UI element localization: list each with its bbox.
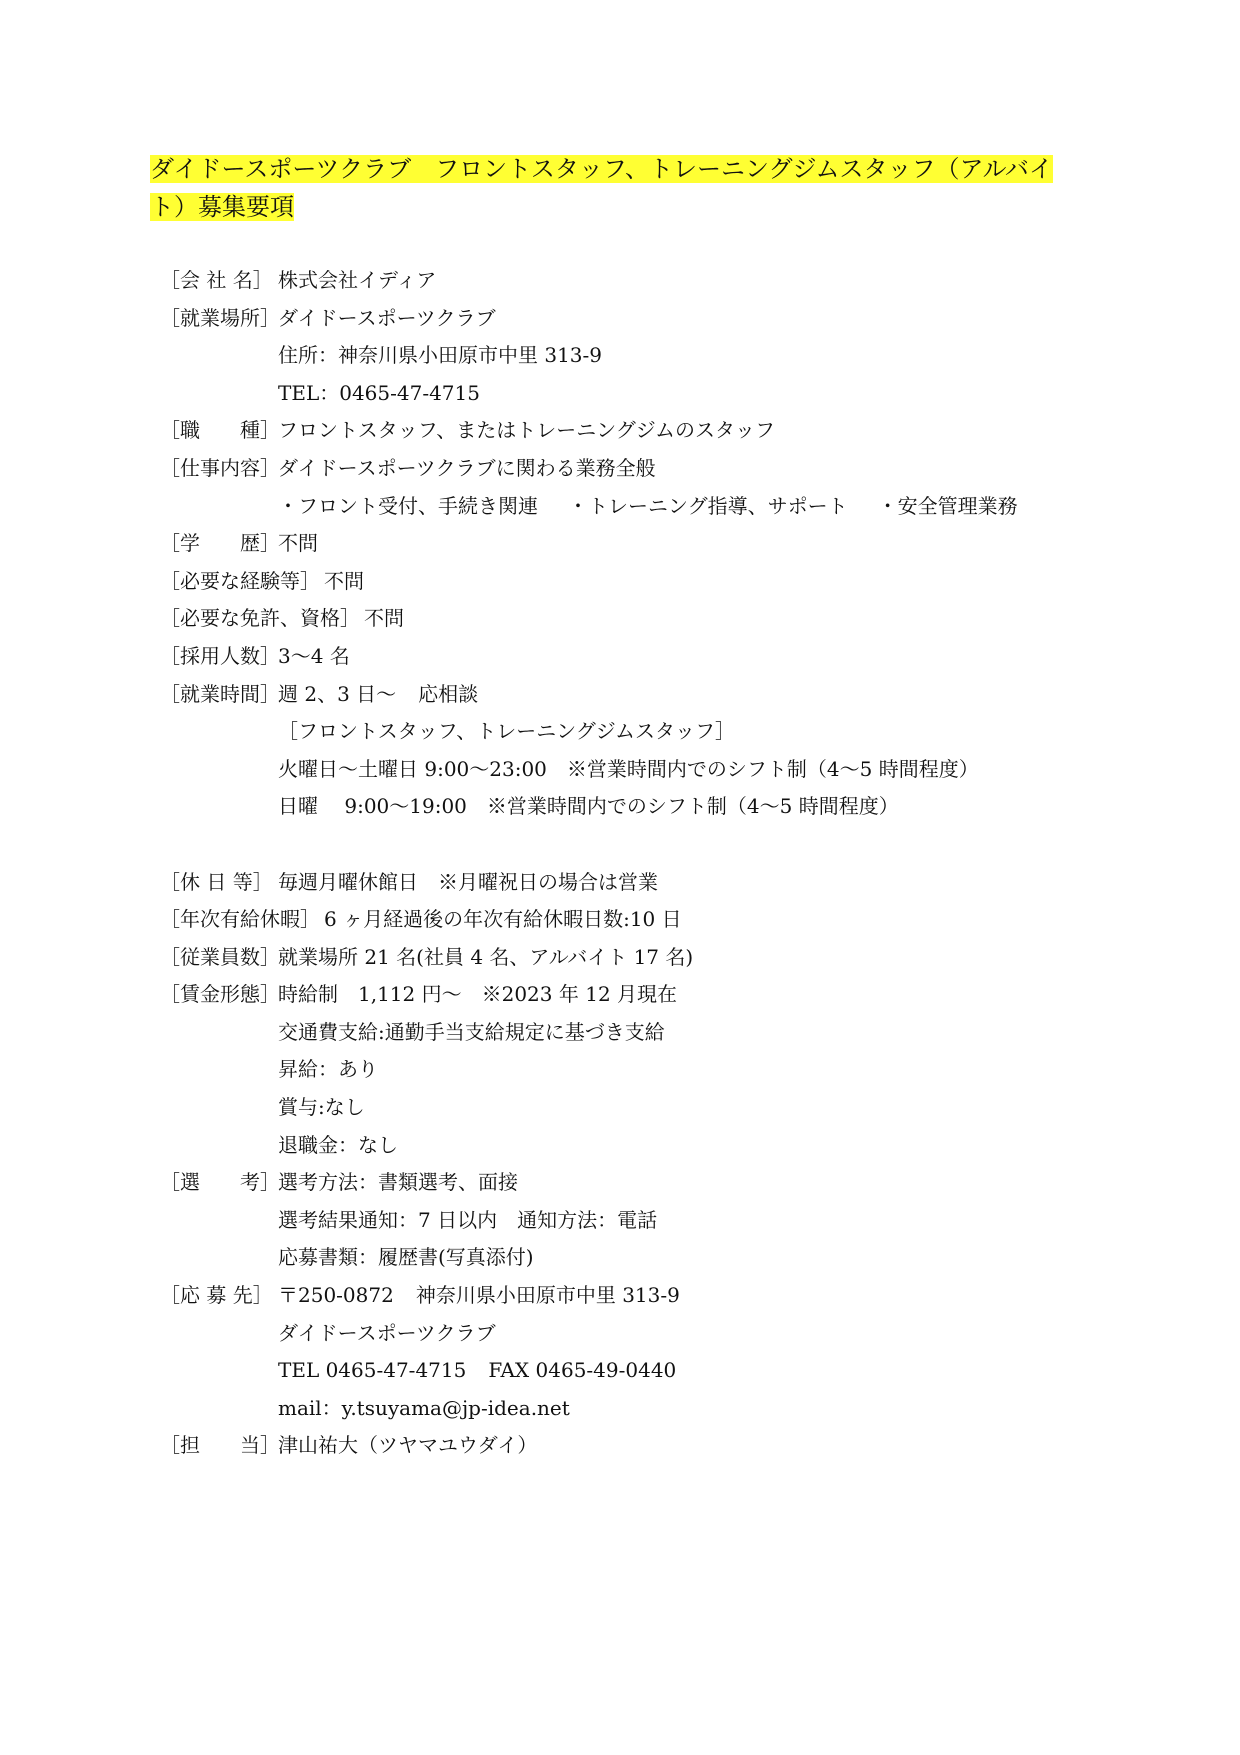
wage-transport-row: [160, 1014, 1140, 1052]
paid-leave-row: [160, 901, 1140, 939]
application-fax: FAX 0465-49-0440: [488, 1358, 677, 1383]
job-type-label: ［職 種］: [160, 418, 280, 443]
application-mail-row: [160, 1390, 1140, 1428]
contact-row: [160, 1427, 1140, 1465]
application-mail: mail：y.tsuyama@jp-idea.net: [278, 1395, 570, 1420]
selection-result: 選考結果通知：7 日以内 通知方法：電話: [278, 1207, 658, 1232]
application-phone-row: [160, 1352, 1140, 1390]
paid-leave-value: 6 ヶ月経過後の年次有給休暇日数:10 日: [324, 907, 682, 932]
experience-value: 不問: [324, 568, 364, 593]
wage-retirement-row: [160, 1127, 1140, 1165]
holidays-label: ［休 日 等］: [160, 869, 273, 894]
selection-label: ［選 考］: [160, 1170, 280, 1195]
hiring-count-row: [160, 638, 1140, 676]
employees-row: [160, 939, 1140, 977]
wage-bonus-row: [160, 1089, 1140, 1127]
wage-retirement: 退職金：なし: [278, 1132, 398, 1157]
work-positions-row: [160, 713, 1140, 751]
selection-result-row: [160, 1202, 1140, 1240]
hiring-count-label: ［採用人数］: [160, 643, 280, 668]
license-value: 不問: [364, 606, 404, 631]
workplace-row: [160, 300, 1140, 338]
job-content-row: [160, 450, 1140, 488]
wage-row: [160, 976, 1140, 1014]
license-row: [160, 600, 1140, 638]
selection-documents-row: [160, 1239, 1140, 1277]
company-value: 株式会社イディア: [278, 268, 437, 292]
education-row: [160, 525, 1140, 563]
workplace-tel: TEL：0465-47-4715: [278, 380, 480, 405]
work-hours-label: ［就業時間］: [160, 681, 280, 706]
company-row: [160, 262, 1140, 300]
duty-item: ・フロント受付、手続き関連: [278, 493, 538, 518]
employees-label: ［従業員数］: [160, 944, 280, 969]
title-line-1: ダイドースポーツクラブ フロントスタッフ、トレーニングジムスタッフ（アルバイ: [150, 155, 1053, 183]
experience-row: [160, 563, 1140, 601]
document-title: [150, 150, 1110, 226]
recruitment-details: [160, 262, 1140, 1465]
contact-value: 津山祐大（ツヤマユウダイ）: [278, 1433, 538, 1458]
application-postal: 〒250-0872: [278, 1283, 394, 1308]
holidays-value: 毎週月曜休館日 ※月曜祝日の場合は営業: [278, 869, 658, 894]
duty-item: ・トレーニング指導、サポート: [568, 493, 848, 518]
wage-raise: 昇給：あり: [278, 1057, 378, 1082]
weekday-hours-row: [160, 751, 1140, 789]
company-label: ［会 社 名］: [160, 268, 273, 292]
employees-value: 就業場所 21 名(社員 4 名、アルバイト 17 名): [278, 944, 694, 969]
work-hours-days: [278, 676, 478, 714]
wage-bonus: 賞与:なし: [278, 1095, 365, 1120]
weekday-hours: 火曜日～土曜日 9:00～23:00 ※営業時間内でのシフト制（4～5 時間程度）: [278, 756, 979, 781]
workplace-label: ［就業場所］: [160, 305, 280, 330]
selection-row: [160, 1164, 1140, 1202]
application-label: ［応 募 先］: [160, 1283, 273, 1308]
education-value: 不問: [278, 531, 318, 556]
hiring-count-value: 3～4 名: [278, 643, 350, 668]
job-type-value: フロントスタッフ、またはトレーニングジムのスタッフ: [278, 418, 775, 443]
job-duties-row: [160, 488, 1140, 526]
section-gap: [160, 826, 1140, 864]
job-type-row: [160, 412, 1140, 450]
workplace-address-row: [160, 337, 1140, 375]
wage-hourly: 時給制 1,112 円～ ※2023 年 12 月現在: [278, 982, 678, 1007]
contact-label: ［担 当］: [160, 1433, 280, 1458]
title-line-2: ト）募集要項: [150, 193, 294, 221]
application-name: ダイドースポーツクラブ: [278, 1320, 496, 1345]
application-tel: TEL 0465-47-4715: [278, 1358, 467, 1383]
duty-item: ・安全管理業務: [877, 493, 1018, 518]
job-content-label: ［仕事内容］: [160, 455, 280, 480]
selection-method: 選考方法：書類選考、面接: [278, 1170, 518, 1195]
sunday-hours: 日曜 9:00～19:00 ※営業時間内でのシフト制（4～5 時間程度）: [278, 794, 899, 819]
workplace-tel-row: [160, 375, 1140, 413]
wage-transport: 交通費支給:通勤手当支給規定に基づき支給: [278, 1019, 665, 1044]
work-hours-row: [160, 676, 1140, 714]
work-positions: ［フロントスタッフ、トレーニングジムスタッフ］: [278, 719, 735, 744]
paid-leave-label: ［年次有給休暇］: [160, 907, 320, 932]
experience-label: ［必要な経験等］: [160, 568, 320, 593]
application-address: 神奈川県小田原市中里 313-9: [415, 1283, 680, 1308]
workplace-name: ダイドースポーツクラブ: [278, 305, 496, 330]
application-row: [160, 1277, 1140, 1315]
license-label: ［必要な免許、資格］: [160, 606, 360, 631]
application-phone-line: [278, 1352, 676, 1390]
application-address-line: [278, 1277, 680, 1315]
wage-raise-row: [160, 1051, 1140, 1089]
wage-label: ［賃金形態］: [160, 982, 280, 1007]
work-days: 週 2、3 日～: [278, 681, 397, 706]
job-content-value: ダイドースポーツクラブに関わる業務全般: [278, 455, 656, 480]
workplace-address: 住所：神奈川県小田原市中里 313-9: [278, 343, 603, 368]
holidays-row: [160, 864, 1140, 902]
selection-documents: 応募書類：履歴書(写真添付): [278, 1245, 534, 1270]
education-label: ［学 歴］: [160, 531, 280, 556]
work-consult: 応相談: [418, 681, 479, 706]
application-name-row: [160, 1315, 1140, 1353]
sunday-hours-row: [160, 788, 1140, 826]
